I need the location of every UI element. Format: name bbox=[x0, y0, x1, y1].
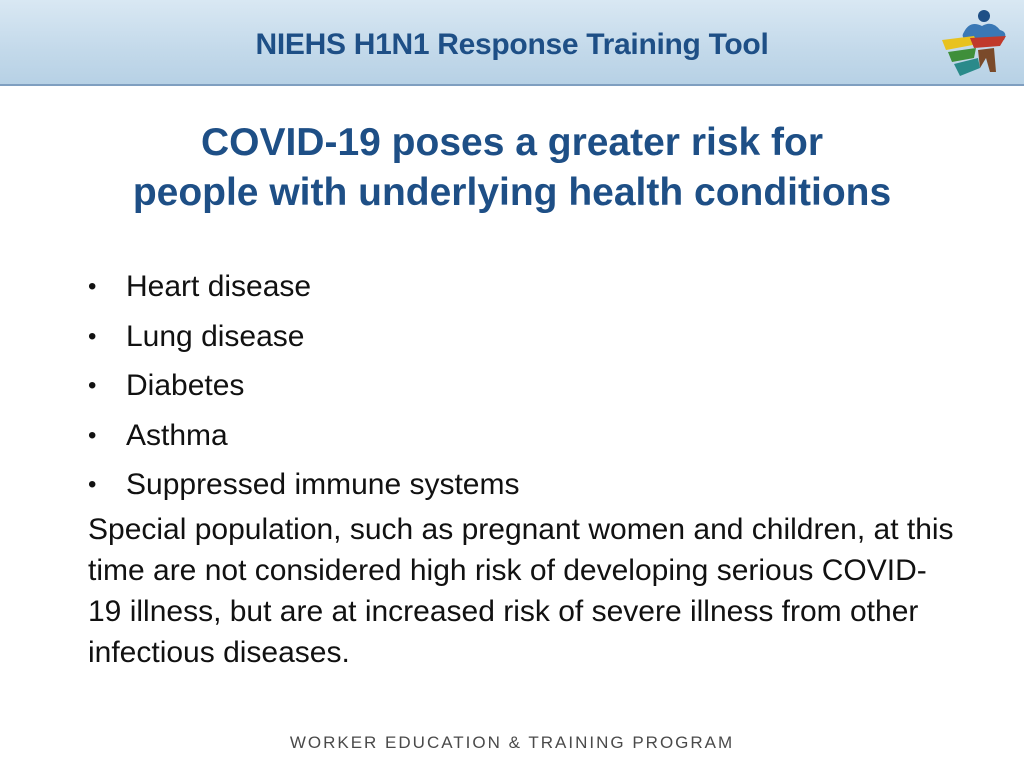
special-population-paragraph: Special population, such as pregnant women and children, at this time are not considered high risk of developing serious COVID-19 illness, but are at increased risk of severe illness from other infectious diseases. bbox=[88, 513, 954, 669]
list-item: • Suppressed immune systems bbox=[86, 460, 520, 510]
niehs-figure-logo-icon bbox=[934, 6, 1010, 82]
risk-conditions-list bbox=[86, 262, 520, 510]
footer-program-name: WORKER EDUCATION & TRAINING PROGRAM bbox=[289, 733, 735, 752]
list-item: • Heart disease bbox=[86, 262, 520, 312]
list-item: • Diabetes bbox=[86, 361, 520, 411]
header-banner bbox=[0, 0, 1024, 86]
list-item: • Asthma bbox=[86, 411, 520, 461]
slide-title bbox=[40, 118, 984, 218]
slide-title-line-2: people with underlying health conditions bbox=[132, 171, 892, 214]
list-item: • Lung disease bbox=[86, 312, 520, 362]
header-title: NIEHS H1N1 Response Training Tool bbox=[255, 28, 769, 61]
slide-title-line-1: COVID-19 poses a greater risk for bbox=[200, 121, 824, 164]
